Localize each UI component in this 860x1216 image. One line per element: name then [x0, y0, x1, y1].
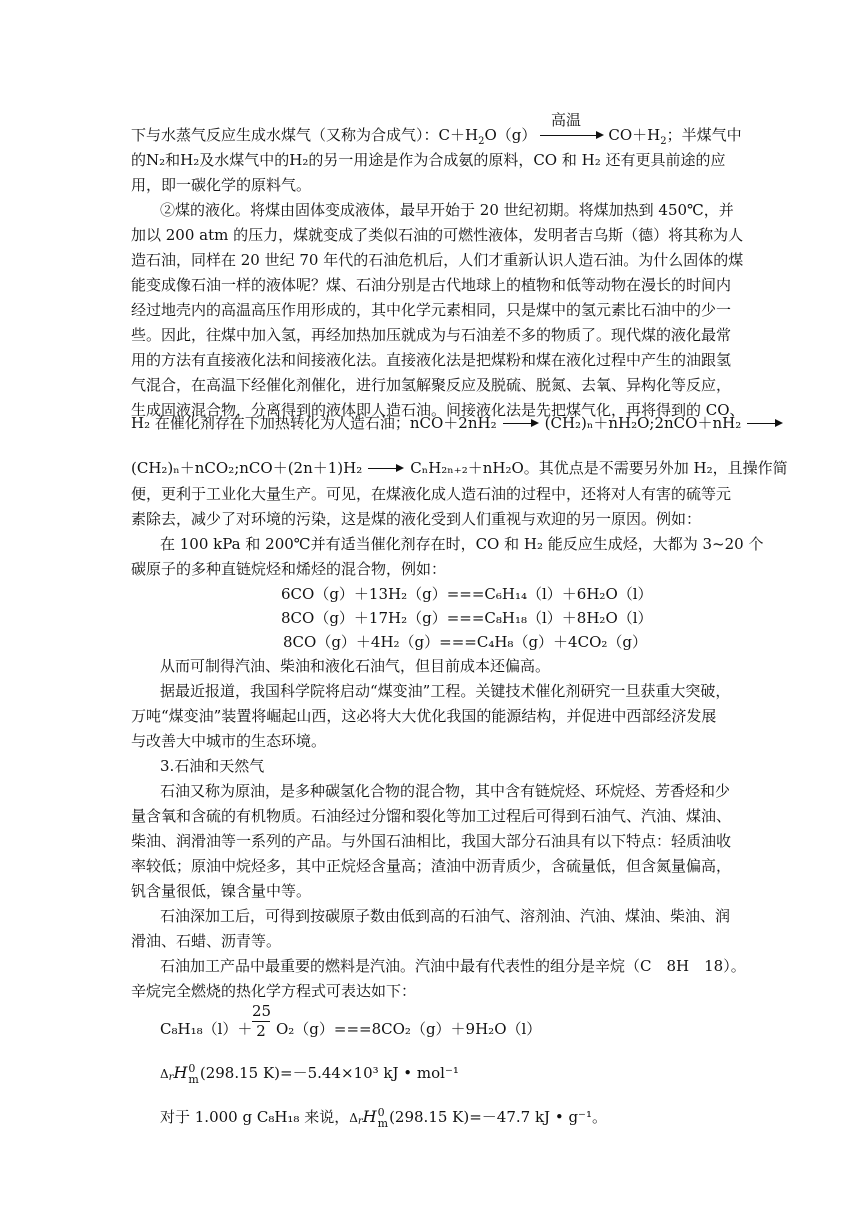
reaction-arrow-icon: [747, 423, 783, 425]
text-line: 能变成像石油一样的液体呢？煤、石油分别是古代地球上的植物和低等动物在漫长的时间内: [131, 276, 732, 294]
text-line: 柴油、润滑油等一系列的产品。与外国石油相比，我国大部分石油具有以下特点：轻质油收: [131, 832, 732, 850]
text-line: 下与水蒸气反应生成水煤气（又称为合成气）：$C+H_2O(g)$ $CO+H_2$；半煤气中: [131, 126, 742, 147]
reaction-arrow-icon: [503, 423, 539, 425]
combustion-equation-right: O₂（g）===8CO₂（g）＋9H₂O（l）: [276, 1020, 542, 1038]
text-line: 些。因此，往煤中加入氢，再经加热加压就成为与石油差不多的物质了。现代煤的液化最常: [131, 326, 732, 344]
text-line: 造石油，同样在 20 世纪 70 年代的石油危机后，人们才重新认识人造石油。为什么固体的煤: [131, 251, 744, 269]
text-line: 据最近报道，我国科学院将启动“煤变油”工程。关键技术催化剂研究一旦获重大突破，: [160, 682, 731, 700]
text-line: 用的方法有直接液化法和间接液化法。直接液化法是把煤粉和煤在液化过程中产生的油跟氢: [131, 351, 732, 369]
text-line: 石油深加工后，可得到按碳原子数由低到高的石油气、溶剂油、汽油、煤油、柴油、润: [160, 907, 731, 925]
text-line: 在 100 kPa 和 200℃并有适当催化剂存在时，CO 和 H₂ 能反应生成烃，大都为 3~20 个: [160, 535, 764, 553]
text-line: 石油加工产品中最重要的燃料是汽油。汽油中最有代表性的组分是辛烷（C 8H 18）。: [160, 957, 746, 975]
text-line: 钒含量很低，镍含量中等。: [131, 882, 312, 900]
fraction: [252, 1003, 270, 1040]
text-line-with-equation: (CH₂)ₙ＋nCO₂;nCO＋(2n＋1)H₂ CₙH₂ₙ₊₂＋nH₂O。其优点是不需要另外加 H₂，且操作简: [131, 459, 788, 477]
chemical-equation: 8CO（g）＋4H₂（g）===C₄H₈（g）＋4CO₂（g）: [283, 633, 647, 651]
text-line: 石油又称为原油，是多种碳氢化合物的混合物，其中含有链烷烃、环烷烃、芳香烃和少: [160, 782, 731, 800]
text-line: 量含氧和含硫的有机物质。石油经过分馏和裂化等加工过程后可得到石油气、汽油、煤油、: [131, 807, 732, 825]
enthalpy-line: ΔrH 0 m (298.15 K)=－5.44×10³ kJ • mol⁻¹: [160, 1062, 459, 1086]
reaction-arrow-icon: [368, 468, 404, 470]
text-line: 万吨“煤变油”装置将崛起山西，这必将大大优化我国的能源结构，并促进中西部经济发展: [131, 707, 717, 725]
text-line: 辛烷完全燃烧的热化学方程式可表达如下：: [131, 982, 417, 1000]
fraction-numerator: 25: [252, 1002, 272, 1020]
enthalpy-line: 对于 1.000 g C₈H₁₈ 来说，ΔrH 0 m (298.15 K)=－47.7 kJ • g⁻¹。: [160, 1106, 607, 1130]
combustion-equation-left: C₈H₁₈（l）＋: [160, 1020, 253, 1038]
chemical-equation: 6CO（g）＋13H₂（g）===C₆H₁₄（l）＋6H₂O（l）: [281, 585, 653, 603]
text-line: 素除去，减少了对环境的污染，这是煤的液化受到人们重视与欢迎的另一原因。例如：: [131, 510, 702, 528]
text-line: 经过地壳内的高温高压作用形成的，其中化学元素相同，只是煤中的氢元素比石油中的少一: [131, 301, 732, 319]
text-line: 滑油、石蜡、沥青等。: [131, 932, 282, 950]
text-line: 与改善大中城市的生态环境。: [131, 732, 327, 750]
chemical-equation: 8CO（g）＋17H₂（g）===C₈H₁₈（l）＋8H₂O（l）: [281, 609, 653, 627]
text-line: ②煤的液化。将煤由固体变成液体，最早开始于 20 世纪初期。将煤加热到 450℃，并: [160, 201, 734, 219]
section-heading: 3.石油和天然气: [160, 757, 265, 775]
text-line: 便，更利于工业化大量生产。可见，在煤液化成人造石油的过程中，还将对人有害的硫等元: [131, 485, 732, 503]
text-line: 率较低；原油中烷烃多，其中正烷烃含量高；渣油中沥青质少，含硫量低，但含氮量偏高，: [131, 857, 732, 875]
text-line: 从而可制得汽油、柴油和液化石油气，但目前成本还偏高。: [160, 657, 551, 675]
text-line: 用，即一碳化学的原料气。: [131, 176, 312, 194]
reaction-arrow-icon: [540, 135, 604, 137]
text-line: 的N₂和H₂及水煤气中的H₂的另一用途是作为合成氨的原料，CO 和 H₂ 还有更具前途的应: [131, 151, 726, 169]
text-line: 生成固液混合物，分离得到的液体即人造石油。间接液化法是先把煤气化，再将得到的 CO、: [131, 401, 745, 419]
fraction-denominator: 2: [256, 1022, 266, 1040]
text-line: 碳原子的多种直链烷烃和烯烃的混合物，例如：: [131, 560, 447, 578]
text-line: 加以 200 atm 的压力，煤就变成了类似石油的可燃性液体，发明者吉乌斯（德）将其称为人: [131, 226, 744, 244]
reaction-condition-label: 高温: [551, 111, 582, 129]
text-line: 气混合，在高温下经催化剂催化，进行加氢解聚反应及脱硫、脱氮、去氧、异构化等反应，: [131, 376, 732, 394]
text-line-with-equation: H₂ 在催化剂存在下加热转化为人造石油；nCO＋2nH₂ (CH₂)ₙ＋nH₂O;2nCO＋nH₂: [131, 412, 783, 434]
